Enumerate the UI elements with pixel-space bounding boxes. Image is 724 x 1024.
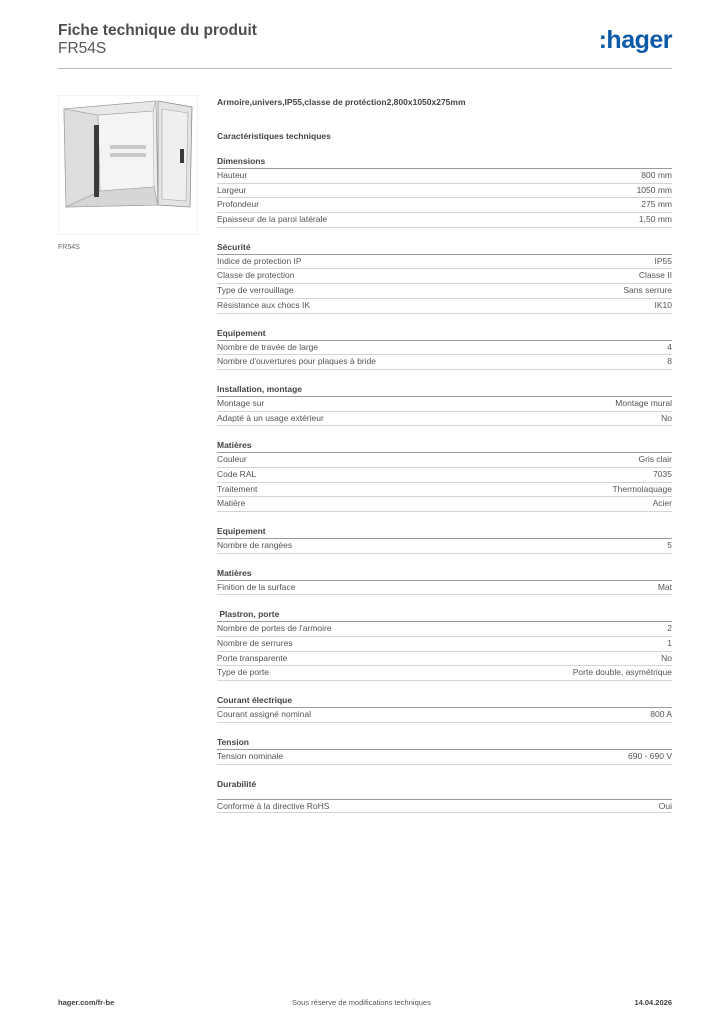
section-title: Equipement <box>217 526 672 539</box>
spec-value: Classe II <box>638 270 672 281</box>
spec-value: Montage mural <box>615 397 672 408</box>
section-title: Matières <box>217 440 672 453</box>
spec-label: Type de porte <box>217 667 269 678</box>
spec-value: 8 <box>667 356 672 367</box>
spec-value: 1050 mm <box>636 184 672 195</box>
section-matieres-2 <box>217 568 672 596</box>
spec-row <box>217 708 672 723</box>
spec-label: Finition de la surface <box>217 581 296 592</box>
page-title: Fiche technique du produit <box>58 22 257 39</box>
spec-label: Nombre de travée de large <box>217 341 319 352</box>
spec-label: Conforme à la directive RoHS <box>217 800 330 811</box>
spec-label: Traitement <box>217 483 258 494</box>
spec-row <box>217 750 672 765</box>
spec-row <box>217 581 672 596</box>
spec-label: Code RAL <box>217 468 257 479</box>
section-matieres <box>217 440 672 512</box>
spec-label: Largeur <box>217 184 247 195</box>
spec-row <box>217 255 672 270</box>
enclosure-cabinet-illustration <box>58 95 198 235</box>
spec-value: Sans serrure <box>623 285 672 296</box>
spec-row <box>217 453 672 468</box>
section-courant-electrique <box>217 695 672 723</box>
spec-label: Adapté à un usage extérieur <box>217 412 324 423</box>
section-dimensions <box>217 156 672 228</box>
product-description: Armoire,univers,IP55,classe de protéction2,800x1050x275mm <box>217 97 466 107</box>
spec-row <box>217 412 672 427</box>
spec-label: Epaisseur de la paroi latérale <box>217 214 328 225</box>
spec-row <box>217 184 672 199</box>
spec-value: 7035 <box>653 468 672 479</box>
spec-label: Indice de protection IP <box>217 255 302 266</box>
spec-value: 800 A <box>650 709 672 720</box>
spec-row <box>217 497 672 512</box>
spec-row <box>217 622 672 637</box>
section-title: Installation, montage <box>217 384 672 397</box>
spec-row <box>217 169 672 184</box>
technical-characteristics-heading: Caractéristiques techniques <box>217 131 331 141</box>
section-tension <box>217 737 672 765</box>
spec-label: Couleur <box>217 454 247 465</box>
spec-value: 2 <box>667 623 672 634</box>
spec-label: Nombre de portes de l'armoire <box>217 623 332 634</box>
spec-row <box>217 799 672 814</box>
spec-label: Porte transparente <box>217 652 288 663</box>
page-header <box>58 22 672 70</box>
spec-row <box>217 284 672 299</box>
spec-label: Matière <box>217 498 246 509</box>
spec-label: Tension nominale <box>217 750 284 761</box>
section-title: Dimensions <box>217 156 672 169</box>
spec-label: Hauteur <box>217 170 248 180</box>
section-title: Matières <box>217 568 672 581</box>
spec-row <box>217 341 672 356</box>
spec-value: Thermolaquage <box>612 483 672 494</box>
spec-value: IK10 <box>654 299 672 310</box>
section-title: Plastron, porte <box>217 609 672 622</box>
section-title: Sécurité <box>217 242 672 255</box>
spec-value: Acier <box>652 498 672 509</box>
spec-label: Résistance aux chocs IK <box>217 299 311 310</box>
section-title: Equipement <box>217 328 672 341</box>
spec-label: Nombre d'ouvertures pour plaques à bride <box>217 356 376 367</box>
section-securite <box>217 242 672 314</box>
spec-row <box>217 397 672 412</box>
spec-row <box>217 637 672 652</box>
spec-value: No <box>661 412 672 423</box>
spec-row <box>217 355 672 370</box>
spec-value: No <box>661 652 672 663</box>
spec-row <box>217 666 672 681</box>
section-equipement-2 <box>217 526 672 554</box>
spec-value: Oui <box>658 800 672 811</box>
spec-row <box>217 299 672 314</box>
footer-website-link[interactable]: hager.com/fr-be <box>58 998 115 1007</box>
section-equipement <box>217 328 672 370</box>
spec-value: Gris clair <box>638 454 672 465</box>
spec-row <box>217 468 672 483</box>
image-caption: FR54S <box>58 244 80 251</box>
spec-label: Profondeur <box>217 199 260 210</box>
section-durabilite <box>217 779 672 814</box>
header-divider <box>58 68 672 69</box>
footer-notice: Sous réserve de modifications techniques <box>292 998 431 1007</box>
spec-value: 275 mm <box>641 199 672 210</box>
product-image-icon <box>58 95 198 235</box>
footer-date: 14.04.2026 <box>634 998 672 1007</box>
spec-label: Nombre de serrures <box>217 638 293 649</box>
spec-value: 5 <box>667 540 672 550</box>
spec-value: 1,50 mm <box>638 214 672 225</box>
spec-value: 690 - 690 V <box>628 750 672 761</box>
spec-label: Type de verrouillage <box>217 285 294 296</box>
spec-value: IP55 <box>654 255 672 266</box>
spec-row <box>217 483 672 498</box>
hager-logo: :hager <box>598 26 672 54</box>
spec-value: Mat <box>657 581 672 592</box>
spec-label: Courant assigné nominal <box>217 709 312 720</box>
section-installation <box>217 384 672 426</box>
spec-value: 800 mm <box>641 170 672 180</box>
spec-value: 4 <box>667 341 672 352</box>
spec-label: Nombre de rangées <box>217 540 293 550</box>
spec-row <box>217 539 672 554</box>
spec-value: Porte double, asymétrique <box>572 667 672 678</box>
spec-row <box>217 269 672 284</box>
spec-label: Montage sur <box>217 397 265 408</box>
section-title: Tension <box>217 737 672 750</box>
spec-row <box>217 652 672 667</box>
spec-row <box>217 198 672 213</box>
spec-label: Classe de protection <box>217 270 295 281</box>
spec-value: 1 <box>667 638 672 649</box>
spec-row <box>217 213 672 228</box>
section-plastron-porte <box>217 609 672 681</box>
section-title: Durabilité <box>217 778 257 789</box>
product-reference: FR54S <box>58 40 107 57</box>
section-title: Courant électrique <box>217 695 672 708</box>
spec-content <box>217 96 672 813</box>
